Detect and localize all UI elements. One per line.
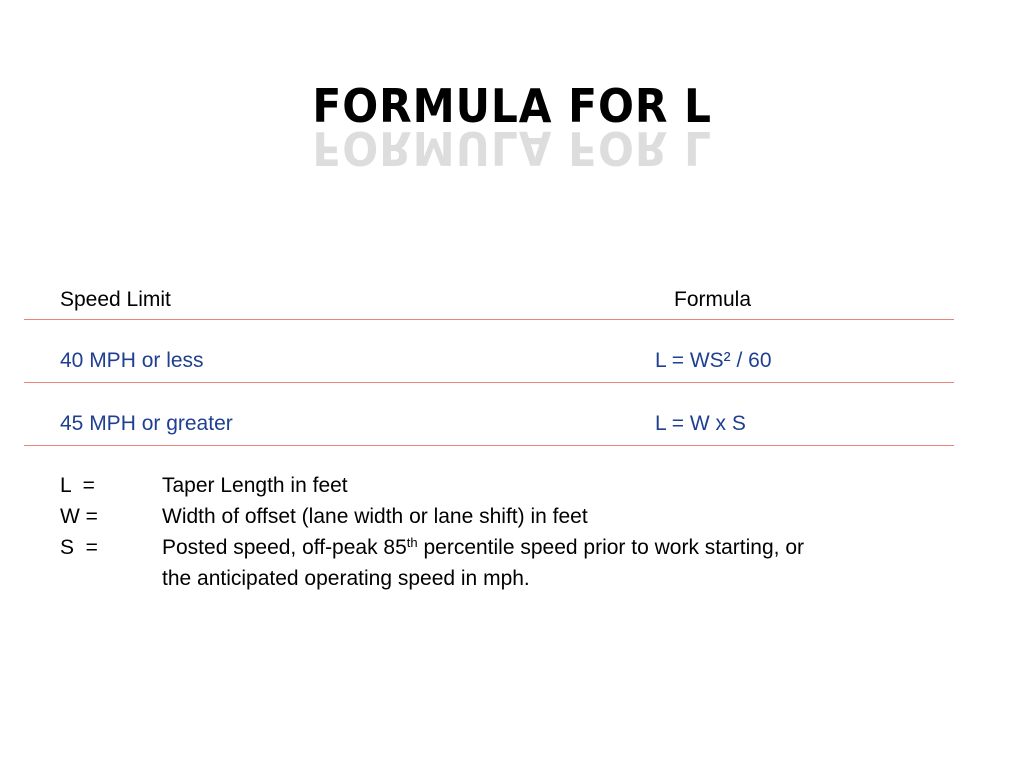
slide-title: FORMULA FOR L bbox=[312, 79, 712, 133]
definition-text-part: percentile speed prior to work starting, or the anticipated operating speed in mph. bbox=[162, 536, 804, 590]
variable-definitions bbox=[60, 470, 822, 594]
table-row bbox=[24, 320, 954, 383]
definition-item bbox=[60, 470, 822, 501]
header-speed-limit: Speed Limit bbox=[60, 288, 171, 311]
row-formula-cell: L = WS² / 60 bbox=[655, 349, 772, 372]
definition-text: Taper Length in feet bbox=[162, 474, 348, 497]
row-speed-cell: 45 MPH or greater bbox=[60, 412, 233, 435]
slide-title-reflection-text: FORMULA FOR L bbox=[312, 121, 712, 175]
definition-item bbox=[60, 532, 822, 594]
definition-text bbox=[162, 532, 822, 594]
ordinal-superscript: th bbox=[406, 535, 418, 550]
definition-symbol: L = bbox=[60, 474, 95, 497]
definition-text-part: Posted speed, off-peak 85 bbox=[162, 536, 407, 559]
definition-symbol: W = bbox=[60, 505, 98, 528]
table-header-row bbox=[24, 282, 954, 320]
table-row bbox=[24, 383, 954, 446]
header-formula: Formula bbox=[674, 288, 752, 311]
definition-item bbox=[60, 501, 822, 532]
definition-symbol: S = bbox=[60, 536, 98, 559]
speed-formula-table bbox=[24, 282, 954, 446]
row-speed-cell: 40 MPH or less bbox=[60, 349, 204, 372]
row-formula-cell: L = W x S bbox=[655, 412, 746, 435]
definition-text: Width of offset (lane width or lane shift) in feet bbox=[162, 505, 588, 528]
slide-title-reflection bbox=[0, 121, 1024, 175]
